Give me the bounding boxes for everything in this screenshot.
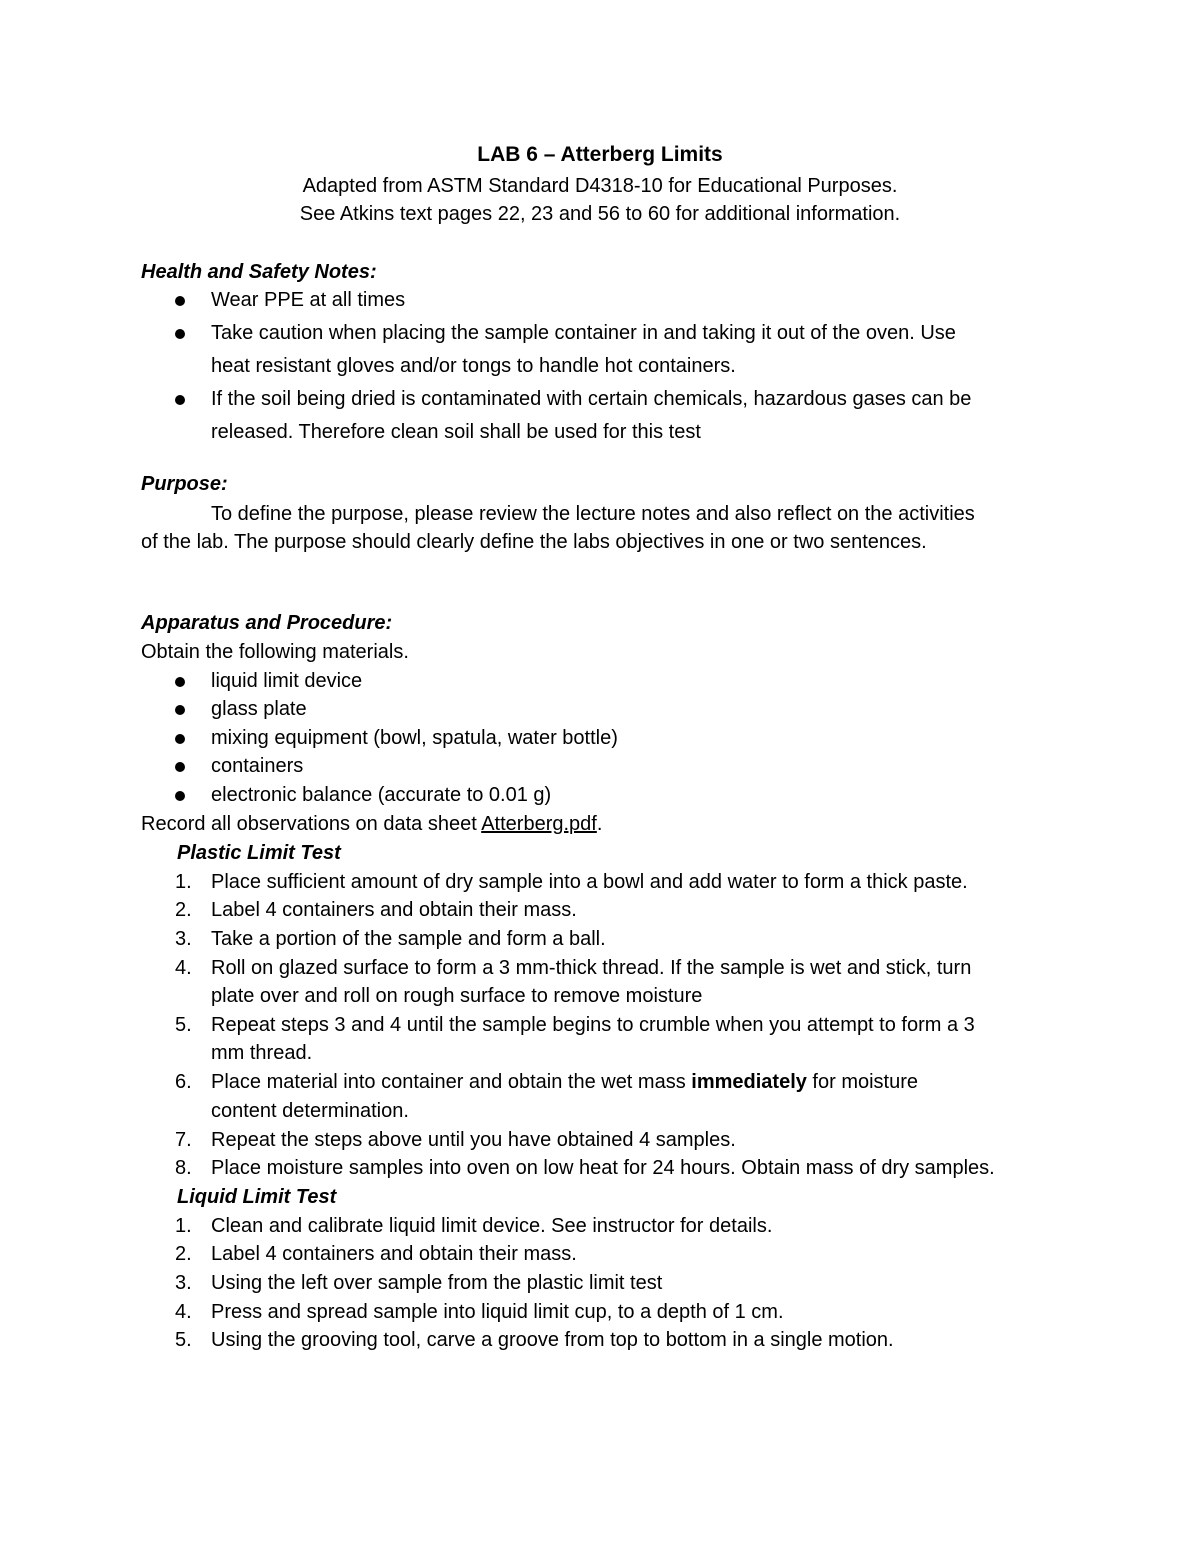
bullet-icon [174, 677, 188, 691]
liquid-step-1: Clean and calibrate liquid limit device. See instructor for details. [211, 1215, 773, 1237]
apparatus-intro: Obtain the following materials. [141, 641, 409, 663]
bullet-icon [174, 329, 188, 343]
material-item: electronic balance (accurate to 0.01 g) [211, 784, 552, 806]
plastic-limit-heading: Plastic Limit Test [177, 842, 341, 864]
health-item-3-line-2: released. Therefore clean soil shall be used for this test [211, 421, 701, 443]
plastic-step-6-text: Place material into container and obtain the wet mass [211, 1071, 692, 1093]
bullet-icon [174, 296, 188, 310]
plastic-step-4-line-2: plate over and roll on rough surface to remove moisture [211, 985, 703, 1007]
record-prefix: Record all observations on data sheet [141, 813, 482, 835]
material-item: containers [211, 755, 304, 777]
bullet-icon [174, 734, 188, 748]
liquid-step-3: Using the left over sample from the plastic limit test [211, 1272, 663, 1294]
plastic-step-6-line-2: content determination. [211, 1100, 409, 1122]
material-item: glass plate [211, 698, 307, 720]
health-item-3-line-1: If the soil being dried is contaminated with certain chemicals, hazardous gases can be [211, 388, 972, 410]
step-number: 4. [175, 1301, 192, 1323]
liquid-limit-heading: Liquid Limit Test [177, 1186, 337, 1208]
plastic-step-1: Place sufficient amount of dry sample into a bowl and add water to form a thick paste. [211, 871, 968, 893]
step-number: 5. [175, 1329, 192, 1351]
step-number: 2. [175, 899, 192, 921]
step-number: 7. [175, 1129, 192, 1151]
plastic-step-6-emphasis: immediately [691, 1071, 807, 1093]
step-number: 6. [175, 1071, 192, 1093]
health-item-2-line-1: Take caution when placing the sample container in and taking it out of the oven. Use [211, 322, 956, 344]
plastic-step-6-line-1 [211, 1071, 918, 1094]
bullet-icon [174, 762, 188, 776]
plastic-step-5-line-2: mm thread. [211, 1042, 313, 1064]
plastic-step-3: Take a portion of the sample and form a ball. [211, 928, 606, 950]
bullet-icon [174, 395, 188, 409]
health-item-2-line-2: heat resistant gloves and/or tongs to handle hot containers. [211, 355, 736, 377]
document-title: LAB 6 – Atterberg Limits [477, 143, 723, 166]
document-subtitle-standard: Adapted from ASTM Standard D4318-10 for Educational Purposes. [302, 175, 898, 197]
purpose-line-1: To define the purpose, please review the lecture notes and also reflect on the activities [211, 503, 975, 525]
step-number: 1. [175, 1215, 192, 1237]
plastic-step-2: Label 4 containers and obtain their mass. [211, 899, 577, 921]
liquid-step-5: Using the grooving tool, carve a groove from top to bottom in a single motion. [211, 1329, 894, 1351]
material-item: liquid limit device [211, 670, 363, 692]
purpose-heading: Purpose: [141, 473, 228, 495]
bullet-icon [174, 791, 188, 805]
step-number: 8. [175, 1157, 192, 1179]
plastic-step-6-text-end: for moisture [806, 1071, 919, 1093]
atterberg-pdf-link[interactable]: Atterberg.pdf [481, 813, 597, 835]
liquid-step-4: Press and spread sample into liquid limit cup, to a depth of 1 cm. [211, 1301, 784, 1323]
plastic-step-8: Place moisture samples into oven on low heat for 24 hours. Obtain mass of dry samples. [211, 1157, 995, 1179]
document-subtitle-reference: See Atkins text pages 22, 23 and 56 to 60 for additional information. [299, 203, 901, 225]
health-safety-heading: Health and Safety Notes: [141, 261, 377, 283]
record-line [141, 813, 602, 836]
step-number: 4. [175, 957, 192, 979]
step-number: 2. [175, 1243, 192, 1265]
step-number: 1. [175, 871, 192, 893]
material-item: mixing equipment (bowl, spatula, water bottle) [211, 727, 618, 749]
plastic-step-5-line-1: Repeat steps 3 and 4 until the sample begins to crumble when you attempt to form a 3 [211, 1014, 975, 1036]
liquid-step-2: Label 4 containers and obtain their mass. [211, 1243, 577, 1265]
step-number: 5. [175, 1014, 192, 1036]
record-suffix: . [596, 813, 603, 835]
apparatus-heading: Apparatus and Procedure: [141, 612, 393, 634]
plastic-step-7: Repeat the steps above until you have obtained 4 samples. [211, 1129, 736, 1151]
health-item-1: Wear PPE at all times [211, 289, 406, 311]
step-number: 3. [175, 1272, 192, 1294]
plastic-step-4-line-1: Roll on glazed surface to form a 3 mm-thick thread. If the sample is wet and stick, turn [211, 957, 972, 979]
step-number: 3. [175, 928, 192, 950]
bullet-icon [174, 705, 188, 719]
purpose-line-2: of the lab. The purpose should clearly define the labs objectives in one or two sentences. [141, 531, 927, 553]
